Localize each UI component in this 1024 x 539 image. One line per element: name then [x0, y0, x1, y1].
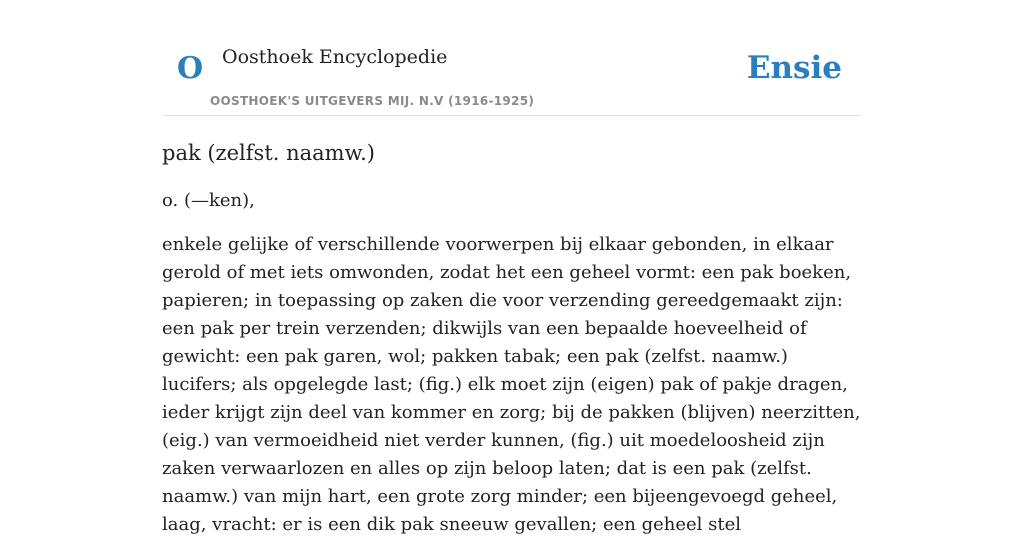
entry-grammar: o. (—ken),: [162, 190, 255, 211]
source-header: [162, 0, 862, 116]
source-subtitle: OOSTHOEK'S UITGEVERS MIJ. N.V (1916-1925): [210, 94, 535, 108]
source-logo-letter[interactable]: O: [177, 51, 204, 86]
page: [162, 0, 862, 539]
entry-title: pak (zelfst. naamw.): [162, 141, 375, 165]
entry-definition: enkele gelijke of verschillende voorwerpen bij elkaar gebonden, in elkaar gerold of met iets omwonden, zodat het een geheel vormt: een pak boeken, papieren; in toepassing op zaken die voor verzending gereedgemaakt zijn: een pak per trein verzenden; dikwijls van een bepaalde hoeveelheid of gewicht: een pak garen, wol; pakken tabak; een pak (zelfst. naamw.) lucifers; als opgelegde last; (fig.) elk moet zijn (eigen) pak of pakje dragen, ieder krijgt zijn deel van kommer en zorg; bij de pakken (blijven) neerzitten, (eig.) van vermoeidheid niet verder kunnen, (fig.) uit moedeloosheid zijn zaken verwaarlozen en alles op zijn beloop laten; dat is een pak (zelfst. naamw.) van mijn hart, een grote zorg minder; een bijeengevoegd geheel, laag, vracht: er is een dik pak sneeuw gevallen; een geheel stel: [162, 234, 861, 535]
source-title[interactable]: Oosthoek Encyclopedie: [222, 46, 448, 68]
brand-logo-link[interactable]: Ensie: [746, 50, 842, 86]
